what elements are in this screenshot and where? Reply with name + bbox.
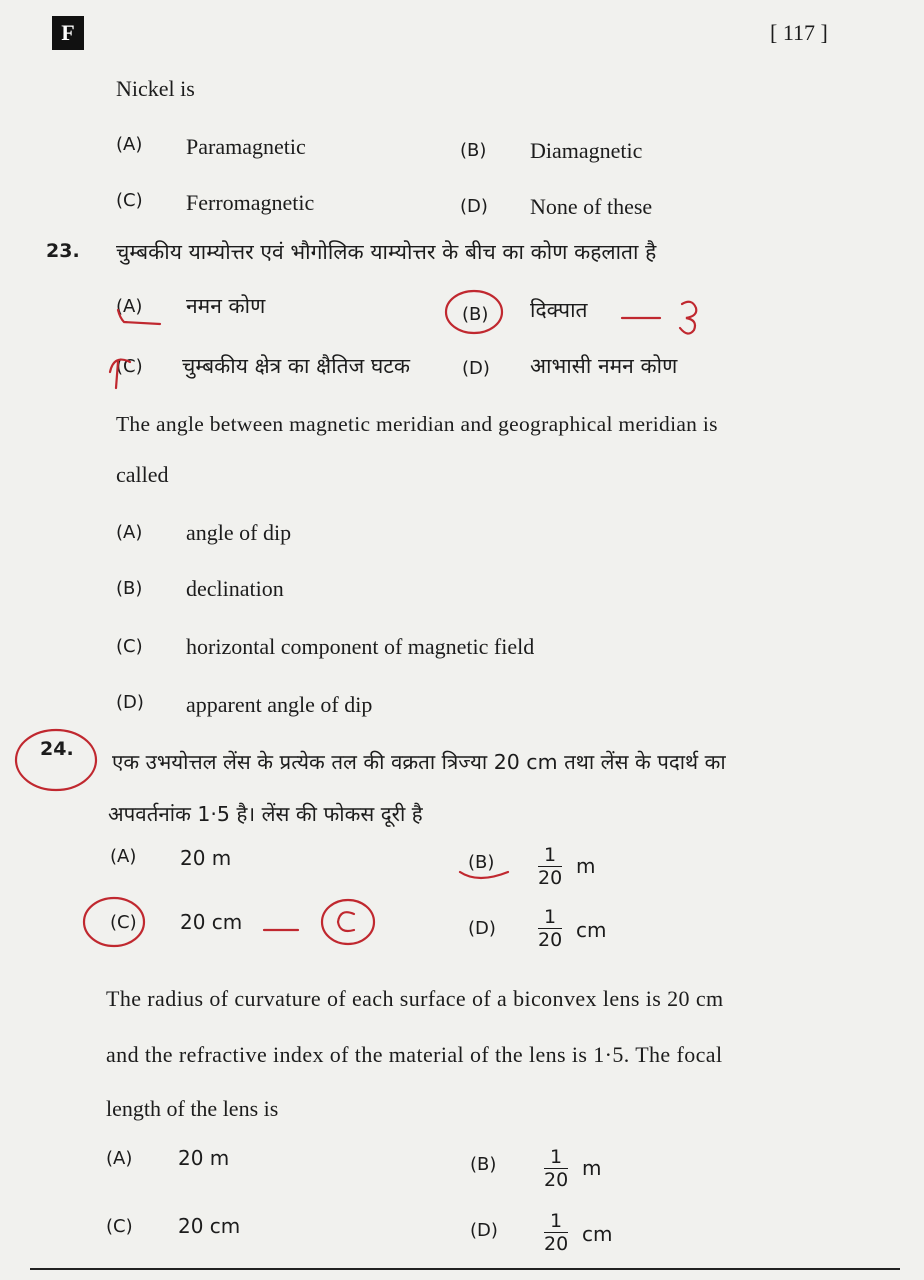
q23-hindi-opt-b-label: (B)	[462, 304, 489, 325]
q24-en-opt-b-unit: m	[582, 1156, 602, 1180]
q24-english-stem-line1: The radius of curvature of each surface of a biconvex lens is 20 cm	[106, 986, 724, 1011]
q23-hindi-opt-a-label: (A)	[116, 296, 143, 317]
q24-hindi-stem-line1: एक उभयोत्तल लेंस के प्रत्येक तल की वक्रता त्रिज्या 20 cm तथा लेंस के पदार्थ का	[112, 750, 726, 774]
q24-hindi-opt-d-unit: cm	[576, 918, 607, 942]
q23-en-opt-c-label: (C)	[116, 636, 143, 657]
q22-opt-b-label: (B)	[460, 140, 487, 161]
q22-opt-c-label: (C)	[116, 190, 143, 211]
q24-number: 24.	[40, 738, 74, 760]
q24-hindi-opt-d-label: (D)	[468, 918, 496, 939]
q22-opt-d-label: (D)	[460, 196, 488, 217]
q24-en-opt-b-label: (B)	[470, 1154, 497, 1175]
q24-en-opt-a-text: 20 m	[178, 1146, 230, 1170]
q23-en-opt-b-label: (B)	[116, 578, 143, 599]
q24-en-opt-a-label: (A)	[106, 1148, 133, 1169]
q24-en-opt-d-unit: cm	[582, 1222, 613, 1246]
q24-hindi-stem-line2: अपवर्तनांक 1·5 है। लेंस की फोकस दूरी है	[108, 802, 423, 826]
fraction-numerator: 1	[538, 906, 562, 929]
circle-answer-c	[322, 900, 374, 944]
q23-hindi-stem: चुम्बकीय याम्योत्तर एवं भौगोलिक याम्योत्तर के बीच का कोण कहलाता है	[116, 240, 657, 264]
q22-opt-b-text: Diamagnetic	[530, 138, 643, 163]
q23-hindi-opt-d-label: (D)	[462, 358, 490, 379]
q24-english-stem-line3: length of the lens is	[106, 1096, 279, 1121]
q23-en-opt-c-text: horizontal component of magnetic field	[186, 634, 535, 659]
q24-hindi-opt-b-label: (B)	[468, 852, 495, 873]
q24-en-opt-d-label: (D)	[470, 1220, 498, 1241]
fraction-denominator: 20	[544, 1169, 569, 1191]
q24-hindi-opt-c-text: 20 cm	[180, 910, 243, 934]
q23-hindi-opt-c-label: (C)	[116, 356, 143, 377]
q24-en-opt-b-fraction	[544, 1146, 568, 1191]
series-badge: F	[52, 16, 84, 50]
q22-stem: Nickel is	[116, 76, 195, 101]
q24-en-opt-c-text: 20 cm	[178, 1214, 241, 1238]
fraction-denominator: 20	[544, 1233, 569, 1255]
q23-hindi-opt-d-text: आभासी नमन कोण	[530, 354, 678, 378]
page-number: [ 117 ]	[770, 20, 828, 45]
q24-hindi-opt-d-fraction	[538, 906, 562, 951]
q23-english-stem-line1: The angle between magnetic meridian and geographical meridian is	[116, 412, 718, 436]
q23-en-opt-d-label: (D)	[116, 692, 144, 713]
answer-b-mark	[680, 302, 696, 334]
q22-opt-a-text: Paramagnetic	[186, 134, 306, 159]
q23-english-stem-line2: called	[116, 462, 169, 487]
q24-hindi-opt-a-text: 20 m	[180, 846, 232, 870]
q23-hindi-opt-a-text: नमन कोण	[186, 294, 266, 318]
fraction-denominator: 20	[538, 929, 563, 951]
q22-opt-a-label: (A)	[116, 134, 143, 155]
q24-hindi-opt-c-label: (C)	[110, 912, 137, 933]
q23-en-opt-b-text: declination	[186, 576, 284, 601]
q24-hindi-opt-b-fraction	[538, 844, 562, 889]
fraction-denominator: 20	[538, 867, 563, 889]
fraction-numerator: 1	[544, 1146, 568, 1169]
q23-number: 23.	[46, 240, 80, 262]
fraction-numerator: 1	[538, 844, 562, 867]
q24-english-stem-line2: and the refractive index of the material of the lens is 1·5. The focal	[106, 1042, 723, 1067]
q24-en-opt-d-fraction	[544, 1210, 568, 1255]
bottom-rule	[30, 1268, 900, 1270]
q23-hindi-opt-c-text: चुम्बकीय क्षेत्र का क्षैतिज घटक	[182, 354, 410, 378]
answer-c-mark	[338, 912, 354, 931]
q24-en-opt-c-label: (C)	[106, 1216, 133, 1237]
fraction-numerator: 1	[544, 1210, 568, 1233]
q23-hindi-opt-b-text: दिक्पात	[530, 298, 588, 322]
q22-opt-d-text: None of these	[530, 194, 653, 219]
q24-hindi-opt-b-unit: m	[576, 854, 596, 878]
q23-en-opt-d-text: apparent angle of dip	[186, 692, 373, 717]
q22-opt-c-text: Ferromagnetic	[186, 190, 315, 215]
q24-hindi-opt-a-label: (A)	[110, 846, 137, 867]
q23-en-opt-a-text: angle of dip	[186, 520, 292, 545]
q23-en-opt-a-label: (A)	[116, 522, 143, 543]
